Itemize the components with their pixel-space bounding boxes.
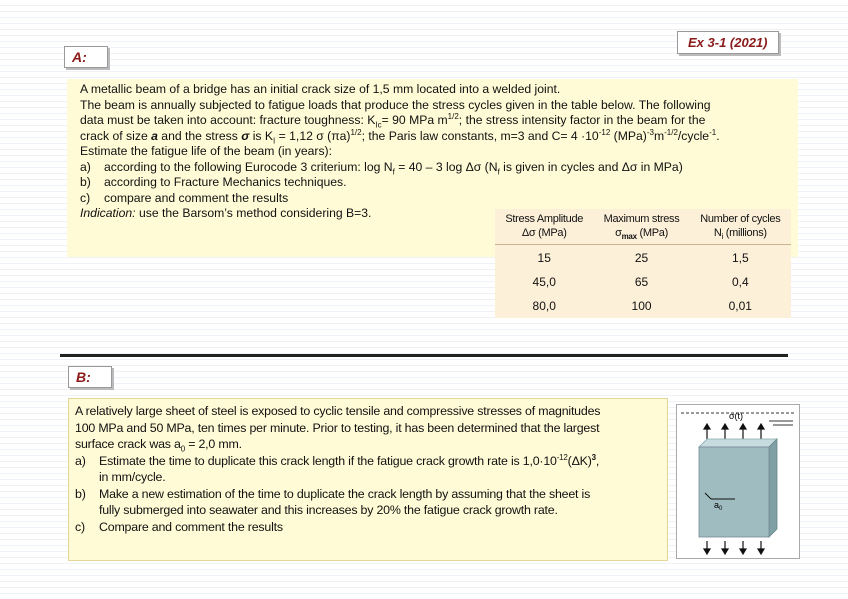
part-a-line-5: Estimate the fatigue life of the beam (in years): — [80, 144, 332, 158]
part-b-line-2: 100 MPa and 50 MPa, ten times per minute. Prior to testing, it has been determined that the largest — [75, 420, 600, 435]
part-a-line-2: The beam is annually subjected to fatigue loads that produce the stress cycles given in the table below. The following — [80, 97, 711, 112]
table-row: 15 25 1,5 — [537, 251, 749, 265]
section-divider — [60, 354, 788, 357]
part-b-statement — [68, 398, 668, 561]
part-a-indication: Indication: use the Barsom’s method considering B=3. — [80, 206, 372, 220]
header-number-of-cycles: Number of cycles $N_i$ (millions) — [700, 213, 781, 242]
crack-label: $a_0$ — [714, 500, 723, 512]
part-b-item-b: b) Make a new estimation of the time to duplicate the crack length by assuming that the sheet is fully submerged into seawater and this increases by 20% the fatigue crack growth rate. — [75, 486, 591, 517]
header-stress-amplitude: Stress Amplitude Δσ (MPa) — [505, 213, 584, 239]
steel-sheet-body — [699, 447, 769, 537]
part-a-line-1: A metallic beam of a bridge has an initial crack size of 1,5 mm located into a welded joint. — [80, 82, 561, 96]
part-b-line-3: surface crack was $a_0 = 2,0$ mm. — [75, 437, 242, 454]
part-a-line-3: data must be taken into account: fracture toughness: $K_{Ic}= 90$ MPa $m^{1/2}$; the stress intensity factor in the beam for the — [80, 111, 706, 130]
part-b-item-a: a) Estimate the time to duplicate this crack length if the fatigue crack growth rate is $1,0\cdot 10^{-12}(\Delta K)^3$, in mm/cycle. — [75, 452, 600, 484]
part-a-item-b: b) according to Fracture Mechanics techniques. — [80, 175, 347, 189]
part-b-line-1: A relatively large sheet of steel is exposed to cyclic tensile and compressive stresses of magnitudes — [75, 404, 601, 418]
header-maximum-stress: Maximum stress $\sigma_{max}$ (MPa) — [603, 213, 680, 242]
part-b-tag: B: — [68, 366, 112, 388]
exercise-tag: Ex 3-1 (2021) — [677, 31, 779, 54]
part-a-item-c: c) compare and comment the results — [80, 190, 289, 205]
table-header-row — [495, 209, 791, 245]
table-row: 80,0 100 0,01 — [532, 299, 752, 313]
part-a-line-4: crack of size a and the stress σ is $K_I = 1,12$ σ $(\pi a)^{1/2}$; the Paris law constants, m=3 and $C= 4 \cdot 10^{-12}$ $(MPa)^{-3}m^{-1/2}/cycle^{-1}$. — [80, 127, 720, 145]
tension-arrows-top — [704, 424, 764, 439]
part-a-tag: A: — [64, 46, 108, 68]
part-b-item-c: c) Compare and comment the results — [75, 519, 283, 534]
tension-arrows-bottom — [704, 541, 764, 554]
part-a-item-a: a) according to the following Eurocode 3 criterium: $\log N_f = 40 - 3$ log Δσ ($N_f$ is given in cycles and Δσ in MPa) — [80, 159, 683, 176]
table-row: 45,0 65 0,4 — [532, 275, 749, 289]
steel-sheet-diagram — [677, 405, 799, 558]
stress-label: σ(t) — [729, 411, 744, 421]
stress-cycles-table — [495, 209, 791, 318]
steel-sheet-figure — [676, 404, 800, 559]
